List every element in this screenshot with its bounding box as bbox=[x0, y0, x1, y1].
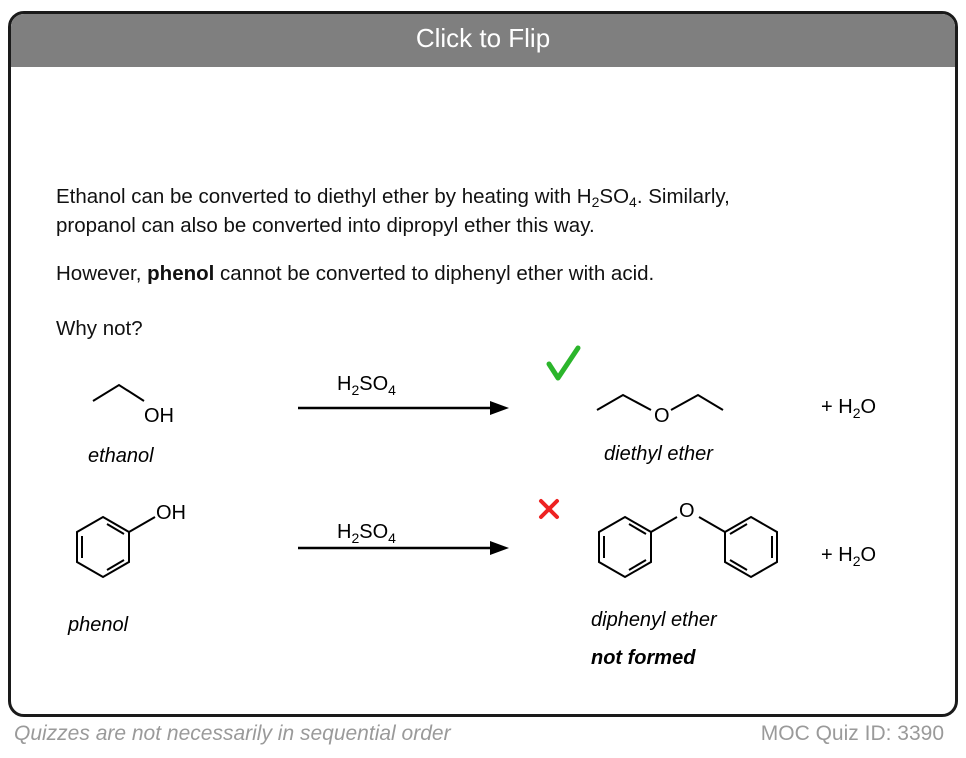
reaction-scheme bbox=[11, 14, 955, 714]
reagent-label-2: $H_2SO_4$ bbox=[337, 521, 396, 546]
click-to-flip-button[interactable]: Click to Flip bbox=[11, 14, 955, 67]
ethanol-label: ethanol bbox=[88, 445, 154, 467]
sequential-order-note: Quizzes are not necessarily in sequential order bbox=[14, 722, 451, 745]
not-formed-label: not formed bbox=[591, 647, 696, 669]
reaction-arrow-1 bbox=[298, 401, 509, 415]
phenol-structure bbox=[77, 502, 186, 577]
svg-text:OH: OH bbox=[156, 502, 186, 524]
ethanol-structure bbox=[93, 385, 174, 427]
water-byproduct-2: + $H_2O$ bbox=[821, 544, 877, 569]
svg-text:O: O bbox=[679, 500, 695, 522]
quiz-id-label: MOC Quiz ID: 3390 bbox=[760, 722, 944, 745]
question-text: Why not? bbox=[56, 317, 143, 340]
diethyl-ether-structure bbox=[597, 395, 723, 427]
flashcard[interactable] bbox=[8, 11, 958, 717]
diethyl-ether-label: diethyl ether bbox=[604, 443, 713, 465]
diphenyl-ether-structure bbox=[599, 500, 777, 577]
svg-text:O: O bbox=[654, 405, 670, 427]
checkmark-icon bbox=[549, 348, 578, 378]
water-byproduct-1: + $H_2O$ bbox=[821, 396, 877, 421]
phenol-label: phenol bbox=[68, 614, 129, 636]
however-text: However, phenol cannot be converted to diphenyl ether with acid. bbox=[56, 262, 655, 285]
svg-text:OH: OH bbox=[144, 405, 174, 427]
intro-text: Ethanol can be converted to diethyl ether by heating with $H_2SO_4$. Similarly, propanol can also be converted into dipropyl ether this way. bbox=[56, 185, 730, 237]
x-mark-icon bbox=[541, 501, 557, 517]
reaction-arrow-2 bbox=[298, 541, 509, 555]
reagent-label-1: $H_2SO_4$ bbox=[337, 373, 396, 398]
diphenyl-ether-label: diphenyl ether bbox=[591, 609, 717, 631]
